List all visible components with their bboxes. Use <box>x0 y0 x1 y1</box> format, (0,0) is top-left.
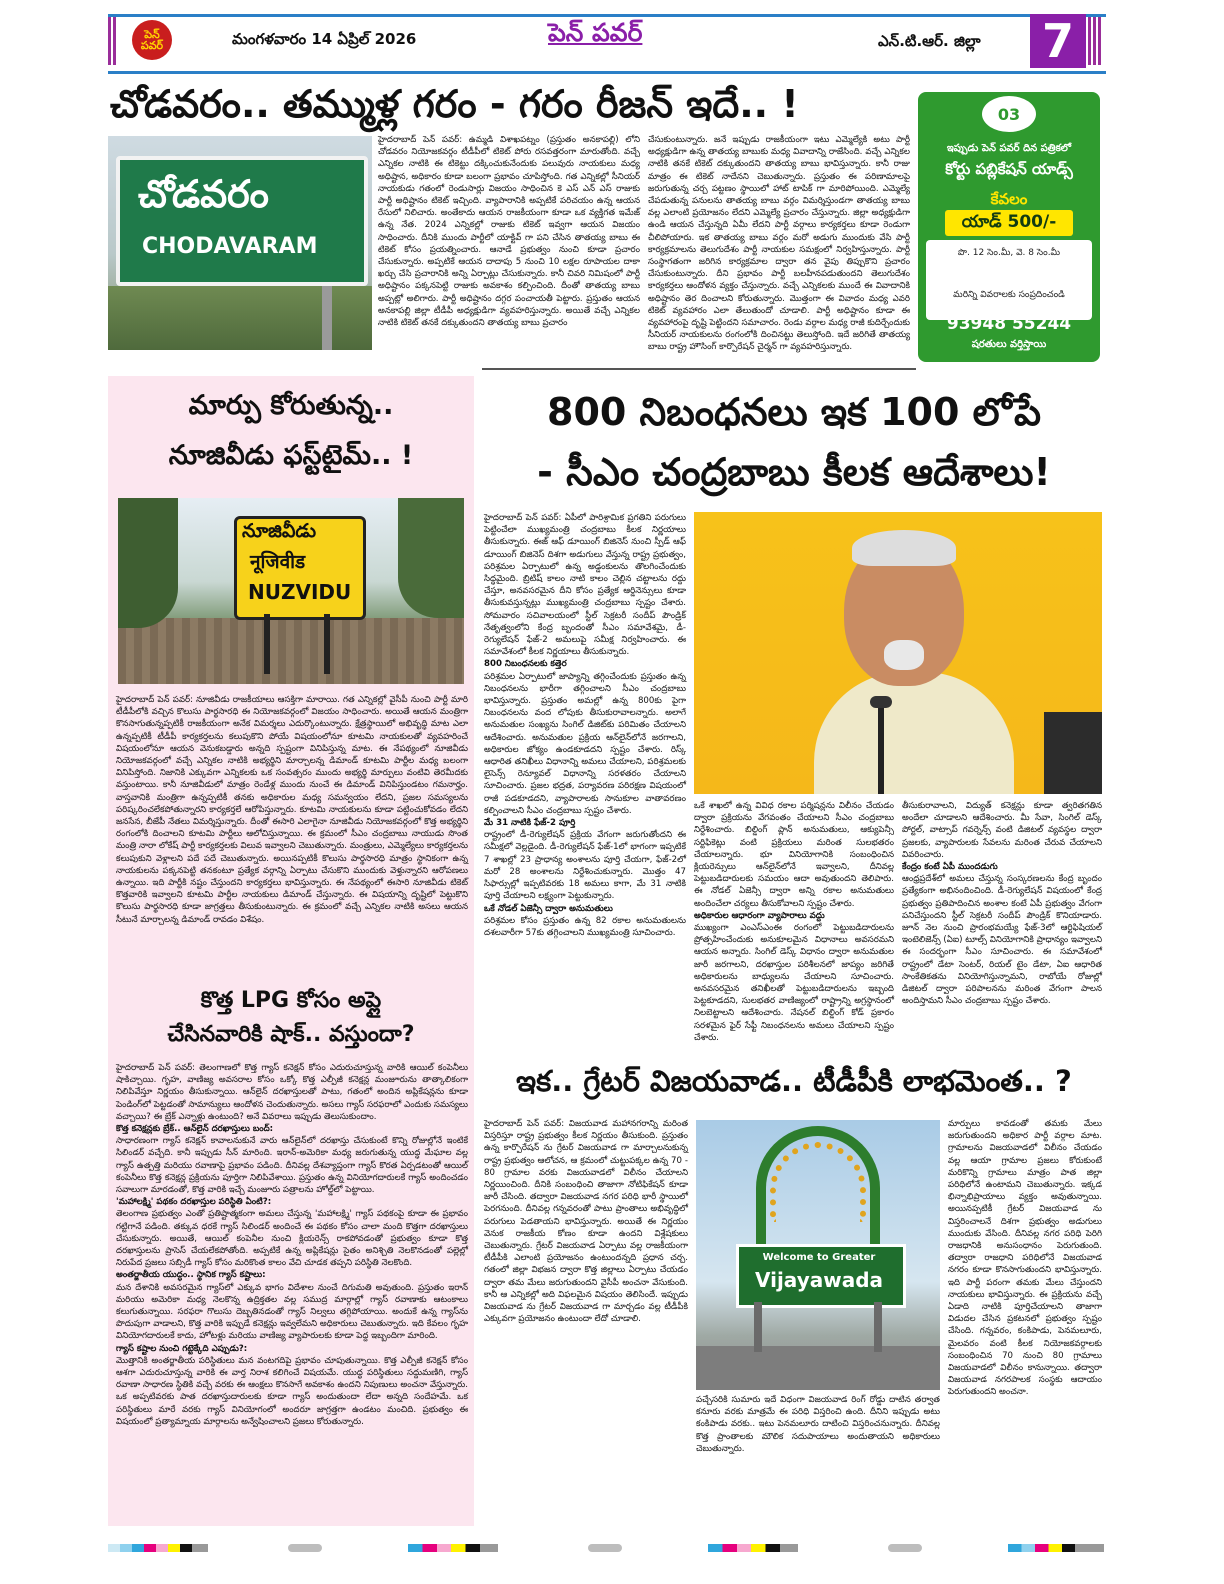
headline-nuzvidu-line1: మార్పు కోరుతున్న.. <box>188 390 394 421</box>
regulations-text-col1 <box>484 512 686 1036</box>
lpg-para1: హైదరాబాద్ పెన్ పవర్: తెలంగాణలో కొత్త గ్యాస్ కనెక్షన్ కోసం ఎదురుచూస్తున్న వారికి ఆయిల్ కంపెనీలు షాకిచ్చాయి. గృహ, వాణిజ్య అవసరాల కోసం ఒక్కో కొత్త ఎల్పీజీ కనెక్షన్ల మంజూరును తాత్కాలికంగా నిలిపివేస్తూ నిర్ణయం తీసుకున్నాయి. ఆన్‌లైన్ దరఖాస్తులతో పాటు, గతంలో అందిన అప్లికేషన్లను కూడా పెండింగ్‌లో పెట్టడంతో సామాన్యులు ఆందోళన చెందుతున్నారు. అసలు గ్యాస్ సరఫరాలో ఎందుకు సమస్యలు వచ్చాయి? ఈ బ్రేక్ ఎన్నాళ్లు ఉంటుంది? అనే వివరాలు ఇప్పుడు తెలుసుకుందాం. <box>116 1063 468 1122</box>
regulations-subhead5: కేంద్రం కంటే ఏపీ ముందడుగు <box>902 862 998 873</box>
vijayawada-text-col2: మార్పులు కావడంతో తమకు మేలు జరుగుతుందని అధికార పార్టీ వర్గాల మాట. గ్రామాలను విజయవాడలో విలీనం చేయడం వల్ల ఆయా గ్రామాల ప్రజలు కోరుకుంటే మరికొన్ని గ్రామాలు మాత్రం పాత జిల్లా పరిధిలోనే ఉంటామని చెబుతున్నారు. ఇక్కడ భిన్నాభిప్రాయాలు వ్యక్తం అవుతున్నాయి. అయినప్పటికీ గ్రేటర్ విజయవాడ ను విస్తరించాలనే దిశగా ప్రభుత్వం అడుగులు ముందుకు వేసింది. దీనివల్ల నగర పరిధి పెరిగి రాజధానికి అనుసంధానం పెరుగుతుంది. తద్వారా రాజధాని పరిధిలోనే విజయవాడ నగరం కూడా కొనసాగుతుందని భావిస్తున్నారు. ఇది పార్టీ పరంగా తమకు మేలు చేస్తుందని నాయకులు భావిస్తున్నారు. ఈ ప్రక్రియను వచ్చే ఏడాది నాటికి పూర్తిచేయాలని తాజాగా విడుదల చేసిన ప్రకటనలో ప్రభుత్వం స్పష్టం చేసింది. గన్నవరం, కంకిపాడు, పెనమలూరు, మైలవరం వంటి కీలక నియోజకవర్గాలకు సంబంధించిన 70 నుంచి 80 గ్రామాలు విజయవాడలో విలీనం కానున్నాయి. తద్వారా విజయవాడ నగరపాలక సంస్థకు ఆదాయం పెరుగుతుందని అంచనా. <box>948 1119 1102 1398</box>
pen-power-logo: పెన్ పవర్ <box>132 20 172 60</box>
headline-regulations-line2: - సీఎం చంద్రబాబు కీలక ఆదేశాలు! <box>537 450 1051 494</box>
lpg-subhead3: అంతర్జాతీయ యుద్ధం.. స్థానిక గ్యాస్ కష్టాలు: <box>116 1270 266 1281</box>
ad-phone: 93948 55244 <box>946 314 1072 334</box>
lpg-article-text <box>116 1062 468 1520</box>
sign-text-english: CHODAVARAM <box>142 234 318 259</box>
ad-number: 03 <box>982 96 1036 132</box>
regulations-para5: ఒకే శాఖలో ఉన్న వివిధ రకాల పర్మిషన్లను విలీనం చేయడం ద్వారా ప్రక్రియను వేగవంతం చేయాలని సీఎం చంద్రబాబు నిర్దేశించారు. బిల్డింగ్ ప్లాన్ అనుమతులు, ఆక్యుపెన్సీ సర్టిఫికెట్లు వంటి ప్రక్రియలు మరింత సులభతరం చేయాలన్నారు. భూ వినియోగానికి సంబంధించిన క్లియరెన్సులు ఆన్‌లైన్‌లోనే ఇవ్వాలని, దీనివల్ల పెట్టుబడిదారులకు సమయం ఆదా అవుతుందని తెలిపారు. ఈ నోడల్ ఏజెన్సీ ద్వారా అన్ని రకాల అనుమతులు అందించేలా చర్యలు తీసుకోవాలని స్పష్టం చేశారు. <box>694 801 894 909</box>
station-sign-hindi: नूजिवीड <box>250 551 306 573</box>
nuzvidu-article-text: హైదరాబాద్ పెన్ పవర్: నూజివీడు రాజకీయాలు ఆసక్తిగా మారాయి. గత ఎన్నికల్లో వైసీపీ నుంచి పార్టీ మారి టీడీపీలోకి వచ్చిన కొలుసు పార్థసారధి ఈ నియోజకవర్గంలో విజయం సాధించారు. అయితే ఆయన మంత్రిగా కొనసాగుతున్నప్పటికీ రాజకీయంగా అనేక విమర్శలు ఎదుర్కొంటున్నారు. క్షేత్రస్థాయిలో అభివృద్ధి మాట ఎలా ఉన్నప్పటికీ టీడీపీ కార్యకర్తలను కలుపుకొని పోయే విషయంలోనూ కూటమి నాయకులతో వ్యవహరించే విషయంలోనూ ఆయన వెనుకబడ్డారు అన్నది స్పష్టంగా వినిపిస్తున్న మాట. ఈ నేపథ్యంలో నూజివీడు నియోజకవర్గంలో వచ్చే ఎన్నికల నాటికి అభ్యర్థిని మార్చాలన్న డిమాండ్ కూటమి పార్టీల మధ్య బలంగా వినిపిస్తోంది. నిజానికి ఎక్కువగా ఎన్నికలకు ఒక సంవత్సరం ముందు అభ్యర్థి మార్పులు వంటివి తెరమీదకు వస్తుంటాయి. కానీ నూజివీడులో మాత్రం రెండేళ్ల ముందు నుంచే ఈ డిమాండ్ వినిపిస్తుండటం గమనార్హం. వాస్తవానికి మంత్రిగా ఉన్నప్పటికీ తనకు అధికారుల మధ్య సమన్వయం లేదని, ప్రజల సమస్యలను పరిష్కరించలేకపోతున్నారని కార్యకర్తలే ఆరోపిస్తున్నారు. కూటమి నాయకులను కూడా పట్టించుకోవడం లేదని జనసేన, బీజేపీ నేతలు విమర్శిస్తున్నారు. దీంతో ఈసారి ఎలాగైనా నూజివీడు నియోజకవర్గంలో కొత్త అభ్యర్థిని రంగంలోకి దించాలని కూటమి పార్టీలు ఆలోచిస్తున్నాయి. ఈ క్రమంలో సీఎం చంద్రబాబు నాయుడు సొంత మంత్రి నారా లోకేష్ పార్టీ కార్యకర్తలకు విలువ ఇవ్వాలని చెబుతున్నారు. మంత్రులు, ఎమ్మెల్యేలు కార్యకర్తలను కలుపుకుని వెళ్లాలని పదే పదే చెబుతున్నారు. అయినప్పటికీ కొలుసు పార్థసారధి మాత్రం స్థానికంగా ఉన్న నాయకులను పక్కనపెట్టి తనకంటూ ప్రత్యేక వర్గాన్ని ఏర్పాటు చేసుకొని ముందుకు వెళ్తున్నారని ఆరోపణలు ఉన్నాయి. ఇది పార్టీకి నష్టం చేస్తుందని కార్యకర్తలు భావిస్తున్నారు. ఈ నేపథ్యంలో ఈసారి నూజివీడు టికెట్ కొత్తవారికి ఇవ్వాలని కూటమి పార్టీల నాయకులు డిమాండ్ చేస్తున్నారు. ఈ విషయాన్ని దృష్టిలో పెట్టుకొని కొలుసు పార్థసారధి కూడా జాగ్రత్తలు తీసుకుంటున్నారు. ఈ క్రమంలో వచ్చే ఎన్నికల నాటికి అసలు ఆయన సీటునే మార్చాలన్న డిమాండ్ రావడం విశేషం. <box>116 695 468 925</box>
nuzvidu-station-photo <box>118 498 464 684</box>
regulations-para7: తీసుకురావాలని, విద్యుత్ కనెక్షన్లు కూడా త్వరితగతిన అందేలా చూడాలని ఆదేశించారు. మీ సేవా, సింగిల్ డెస్క్ పోర్టల్, వాట్సాప్ గవర్నెన్స్ వంటి డిజిటల్ వ్యవస్థల ద్వారా ప్రజలకు, వ్యాపారులకు సేవలను మరింత చేరువ చేయాలని వివరించారు. <box>902 801 1102 860</box>
headline-chodavaram: చోడవరం.. తమ్ముళ్ల గరం - గరం రీజన్ ఇదే.. ! <box>110 82 799 126</box>
ad-line3: కేవలం <box>990 190 1028 208</box>
chodavaram-text-col2: చేసుకుంటున్నారు. జనే ఇప్పుడు రాజకీయంగా ఇటు ఎమ్మెల్యేకి అటు పార్టీ అధ్యక్షుడిగా ఉన్న తాతయ్య బాబుకు మధ్య వివాదాన్ని రాజేసింది. వచ్చే ఎన్నికల నాటికి తనకే టికెట్ దక్కుతుందని తాతయ్య బాబు భావిస్తున్నారు. కానీ రాజు మాత్రం ఈ టికెట్ నాదేనని చెబుతున్నారు. ప్రస్తుతం ఈ పరిణామాలపై జరుగుతున్న చర్చ పట్టణం స్థాయిలో హాట్ టాపిక్ గా మారిపోయింది. ఎమ్మెల్యే చేపడుతున్న పనులను తాతయ్య బాబు వర్గం విమర్శిస్తుండగా తాతయ్య బాబు వల్ల ఎలాంటి ప్రయోజనం లేదని ఎమ్మెల్యే ప్రచారం చేస్తున్నారు. జిల్లా అధ్యక్షుడిగా ఉండి ఆయన చేస్తున్నది ఏమీ లేదని పార్టీ వర్గాలు కార్యకర్తలు కూడా రెండుగా చీలిపోయారు. ఇక తాతయ్య బాబు వర్గం మరో అడుగు ముందుకు వేసి పార్టీ కార్యక్రమాలను తెలుగుదేశం పార్టీ నాయకుల సమక్షంలో నిర్వహిస్తున్నారు. పార్టీ సంస్థాగతంగా జరిగిన కార్యక్రమాల ద్వారా తన వైపు తిప్పుకొని ప్రచారం చేసుకుంటున్నారు. దీని ప్రభావం పార్టీ బలహీనపడుతుందని తెలుగుదేశం కార్యకర్తలు ఆందోళన వ్యక్తం చేస్తున్నారు. వచ్చే ఎన్నికలకు ముందే ఈ వివాదానికి అధిష్టానం తెర దించాలని కోరుతున్నారు. మొత్తంగా ఈ వివాదం మధ్య ఎవరి టికెట్ వ్యవహారం ఎలా తేలుతుందో చూడాలి. పార్టీ అధిష్టానం కూడా ఈ వ్యవహారంపై దృష్టి పెట్టిందని సమాచారం. రెండు వర్గాల మధ్య రాజీ కుదిర్చేందుకు సీనియర్ నాయకులను రంగంలోకి దించినట్టు తెలుస్తోంది. ఇదే జరిగితే తాతయ్య బాబు రాష్ట్ర హౌసింగ్ కార్పొరేషన్ చైర్మన్ గా వ్యవహరిస్తున్నారు. <box>648 135 910 353</box>
arch-sign-line1: Welcome to Greater <box>762 1252 876 1263</box>
chodavaram-text-col1: హైదరాబాద్ పెన్ పవర్: ఉమ్మడి విశాఖపట్నం (ప్రస్తుతం అనకాపల్లి) లోని చోడవరం నియోజకవర్గం టీడీపీలో టికెట్ పోరు రసవత్తరంగా మారుతోంది. వచ్చే ఎన్నికల నాటికి ఈ టికెట్టు దక్కించుకునేందుకు పలువురు నాయకులు మధ్య అధిష్టాన, అధికారం కూడా బలంగా ప్రభావం చూపిస్తోంది. గత ఎన్నికల్లో సీనియర్ నాయకుడు గతంలో రెండుసార్లు విజయం సాధించిన కె ఎస్ ఎన్ ఎస్ రాజుకు పార్టీ అధిష్టానం టికెట్ ఇచ్చింది. వ్యాపారానికి అప్పటికే పరిచయం ఉన్న ఆయన రేసులో నిలిచారు. అంతేకాదు ఆయన రాజకీయంగా కూడా ఒక వ్యక్తిగత ఇమేజ్ ఉన్న నేత. 2024 ఎన్నికల్లో రాజుకు టికెట్ ఇవ్వగా ఆయన విజయం సాధించారు. దీనికి ముందు పార్టీలో యాక్టివ్ గా పని చేసిన తాతయ్య బాబు ఈ టికెట్ కోసం ప్రయత్నించారు. ఆనాడే ప్రభుత్వం నుంచి కూడా ప్రచారం చేసుకున్నారు. అప్పటికే ఆయన దాదాపు 5 నుంచి 10 లక్షల రూపాయల దాకా ఖర్చు చేసి ప్రచారానికి అన్ని ఏర్పాట్లు చేసుకున్నారు. కానీ చివరి నిమిషంలో పార్టీ అధిష్టానం పక్కనపెట్టి రాజుకు అవకాశం కల్పించింది. దీంతో తాతయ్య బాబు అప్పట్లో అలిగారు. పార్టీ అధిష్టానం దగ్గర పంచాయతీ పెట్టారు. ప్రస్తుతం ఆయన అనకాపల్లి జిల్లా టీడీపీ అధ్యక్షుడిగా వ్యవహరిస్తున్నారు. అయితే వచ్చే ఎన్నికల నాటికి టికెట్ తనకే దక్కుతుందని తాతయ్య బాబు ప్రచారం <box>378 135 640 329</box>
regulations-subhead2: మే 31 నాటికి ఫేజ్-2 పూర్తి <box>484 818 576 829</box>
ad-size: పొ. 12 సెం.మీ, వె. 8 సెం.మీ <box>957 248 1061 258</box>
sign-text-telugu: చోడవరం <box>138 172 269 216</box>
print-register-mark-3 <box>888 1544 922 1552</box>
regulations-para6: ముఖ్యంగా ఎంఎస్ఎంఈ రంగంలో పెట్టుబడిదారులను ప్రోత్సహించేందుకు అనుకూలమైన విధానాలు అవసరమని ఆయన అన్నారు. సింగిల్ డెస్క్ విధానం ద్వారా అనుమతుల జారీ జరగాలని, దరఖాస్తుల పరిశీలనలో జాప్యం జరిగితే అధికారులను బాధ్యులను చేయాలని సూచించారు. అనవసరమైన తనిఖీలతో పెట్టుబడిదారులను ఇబ్బంది పెట్టకూడదని, సులభతర వాణిజ్యంలో రాష్ట్రాన్ని అగ్రస్థానంలో నిలబెట్టాలని ఆదేశించారు. నేషనల్ బిల్డింగ్ కోడ్ ప్రకారం సరళమైన ఫైర్ సేఫ్టీ నిబంధనలను అమలు చేయాలని స్పష్టం చేశారు. <box>694 923 894 1043</box>
headline-nuzvidu-line2: నూజివీడు ఫస్ట్‌టైమ్.. ! <box>168 440 414 471</box>
section-divider <box>482 368 916 370</box>
regulations-para8: ఆంధ్రప్రదేశ్‌లో అమలు చేస్తున్న సంస్కరణలను కేంద్ర బృందం ప్రత్యేకంగా అభినందించింది. డీ-రెగ్యులేషన్ విషయంలో కేంద్ర ప్రభుత్వం ప్రతిపాదించిన అంశాల కంటే ఏపీ ప్రభుత్వం వేగంగా పనిచేస్తుందని స్టీల్ సెక్రటరీ సందీప్ పౌండ్రిక్ కొనియాడారు. జూన్ నెల నుంచి ప్రారంభమయ్యే ఫేజ్-3లో ఆర్టిఫిషియల్ ఇంటెలిజెన్స్ (ఏఐ) టూల్స్ వినియోగానికి ప్రాధాన్యం ఇవ్వాలని ఈ సందర్భంగా సీఎం సూచించారు. ఈ సమావేశంలో రాష్ట్రంలో డేటా సెంటర్, రియల్ టైం డేటా, ఏఐ ఆధారిత సాంకేతికతను వినియోగిస్తున్నామని, రాబోయే రోజుల్లో డిజిటల్ ద్వారా పరిపాలనను మరింత వేగంగా పాలన అందిస్తామని సీఎం చంద్రబాబు స్పష్టం చేశారు. <box>902 874 1102 1007</box>
ad-line1: ఇప్పుడు పెన్ పవర్ దిన పత్రికలో <box>946 143 1072 154</box>
regulations-para1: హైదరాబాద్ పెన్ పవర్: ఏపీలో పారిశ్రామిక ప్రగతిని పరుగులు పెట్టించేలా ముఖ్యమంత్రి చంద్రబాబు కీలక నిర్ణయాలు తీసుకున్నారు. ఈజ్ ఆఫ్ డూయింగ్ బిజినెస్ నుంచి స్పీడ్ ఆఫ్ డూయింగ్ బిజినెస్ దిశగా అడుగులు వేస్తున్న రాష్ట్ర ప్రభుత్వం, పరిశ్రమల ఏర్పాటులో ఉన్న అడ్డంకులను తొలగించేందుకు సిద్ధమైంది. బ్రిటిష్ కాలం నాటి కాలం చెల్లిన చట్టాలను రద్దు చేస్తూ, అనవసరమైన దీని కోసం ప్రత్యేక ఆర్డినెన్సులు కూడా తీసుకువస్తున్నట్లు ముఖ్యమంత్రి చంద్రబాబు స్పష్టం చేశారు. సోమవారం సచివాలయంలో స్టీల్ సెక్రటరీ సందీప్ పౌండ్రిక్ నేతృత్వంలోని కేంద్ర బృందంతో సీఎం సమావేశమై, డీ-రెగ్యులేషన్ ఫేజ్-2 అమలుపై సమీక్ష నిర్వహించారు. ఈ సమావేశంలో కీలక నిర్ణయాలు తీసుకున్నారు. <box>484 513 686 658</box>
regulations-para2: పరిశ్రమల ఏర్పాటులో జాప్యాన్ని తగ్గించేందుకు ప్రస్తుతం ఉన్న నిబంధనలను భారీగా తగ్గించాలని సీఎం చంద్రబాబు భావిస్తున్నారు. ప్రస్తుతం అమల్లో ఉన్న 800కు పైగా నిబంధనలను వంద లోపుకు తీసుకురావాలన్నారు. అలాగే అనుమతుల సంఖ్యను సింగిల్ డిజిట్‌కు పరిమితం చేయాలని ఆదేశించారు. అనుమతుల ప్రక్రియ ఆన్‌లైన్‌లోనే జరగాలని, అధికారుల జోక్యం ఉండకూడదని స్పష్టం చేశారు. రిస్క్ ఆధారిత తనిఖీలు విధానాన్ని అమలు చేయాలని, పరిశ్రమలకు లైసెన్స్ రెన్యూవల్ విధానాన్ని సరళతరం చేయాలని సూచించారు. ప్రజల భద్రత, పర్యావరణ పరిరక్షణ విషయంలో రాజీ పడకూడదని, వ్యాపారాలకు సానుకూల వాతావరణం కల్పించాలని సీఎం చంద్రబాబు స్పష్టం చేశారు. <box>484 671 686 816</box>
ad-contact-note: మరిన్ని వివరాలకు సంప్రదించండి <box>953 290 1065 300</box>
regulations-subhead4: అధికారుల ఆధారంగా వ్యాపారాలు వద్దు <box>694 910 825 921</box>
regulations-para4: పరిశ్రమల కోసం ప్రస్తుతం ఉన్న 82 రకాల అనుమతులను దశలవారీగా 57కు తగ్గించాలని ముఖ్యమంత్రి సూచించారు. <box>484 915 686 938</box>
station-sign-english: NUZVIDU <box>248 580 352 604</box>
masthead-stripe-left <box>108 17 118 65</box>
vijayawada-text-col1: హైదరాబాద్ పెన్ పవర్: విజయవాడ మహానగరాన్ని మరింత విస్తరిస్తూ రాష్ట్ర ప్రభుత్వం కీలక నిర్ణయం తీసుకుంది. ప్రస్తుతం ఉన్న కార్పొరేషన్ ను గ్రేటర్ విజయవాడ గా మార్చాలనుకున్న రాష్ట్ర ప్రభుత్వం ఆలోచన, ఆ క్రమంలో చుట్టుపక్కల ఉన్న 70 - 80 గ్రామాల వరకు విజయవాడలో విలీనం చేయాలని నిర్ణయించింది. దీనికి సంబంధించి తాజాగా నోటిఫికేషన్ కూడా జారీ చేసింది. తద్వారా విజయవాడ నగర పరిధి భారీ స్థాయిలో పెరగనుంది. దీనివల్ల గన్నవరంతో పాటు ప్రాంతాలు అభివృద్ధిలో పరుగులు పెడతాయని భావిస్తున్నారు. అయితే ఈ నిర్ణయం వెనుక రాజకీయ కోణం కూడా ఉందని విశ్లేషకులు చెబుతున్నారు. గ్రేటర్ విజయవాడ ఏర్పాటు వల్ల రాజకీయంగా టీడీపీకి ఎలాంటి ప్రయోజనం ఉంటుందన్నది ప్రధాన చర్చ. గతంలో జిల్లా విభజన ద్వారా కొత్త జిల్లాలు ఏర్పాటు చేయడం ద్వారా తమ మేలు జరుగుతుందని వైసీపీ అంచనా వేసుకుంది. కానీ ఆ ఎన్నికల్లో అది విఫలమైన విషయం తెలిసిందే. ఇప్పుడు విజయవాడ ను గ్రేటర్ విజయవాడ గా మార్చడం వల్ల టీడీపీకి ఎక్కువగా ప్రయోజనం ఉంటుందా లేదో చూడాలి. <box>484 1119 688 1325</box>
regulations-text-col3 <box>902 800 1102 1036</box>
ad-terms: షరతులు వర్తిస్తాయి <box>971 339 1047 350</box>
regulations-para3: రాష్ట్రంలో డీ-రెగ్యులేషన్ ప్రక్రియ వేగంగా జరుగుతోందని ఈ సమీక్షలో వెల్లడైంది. డీ-రెగ్యులేషన్ ఫేజ్-1లో భాగంగా ఇప్పటికే 7 శాఖల్లో 23 ప్రాధాన్య అంశాలను పూర్తి చేయగా, ఫేజ్-2లో మరో 28 అంశాలను నిర్దేశించుకున్నారు. మొత్తం 47 సిఫార్సుల్లో ఇప్పటివరకు 18 అమలు కాగా, మే 31 నాటికి పూర్తి చేయాలని లక్ష్యంగా పెట్టుకున్నారు. <box>484 830 686 902</box>
headline-greater-vijayawada: ఇక.. గ్రేటర్ విజయవాడ.. టీడీపీకి లాభమెంత.. ? <box>516 1064 1072 1098</box>
regulations-text-col2 <box>694 800 894 1043</box>
lpg-para2: సాధారణంగా గ్యాస్ కనెక్షన్ కావాలనుకునే వారు ఆన్‌లైన్‌లో దరఖాస్తు చేసుకుంటే కొన్ని రోజుల్లోనే ఇంటికే సిలిండర్ వచ్చేది. కానీ ఇప్పుడు సీన్ మారింది. ఇరాన్-అమెరికా మధ్య జరుగుతున్న యుద్ధ మేఘాల వల్ల గ్యాస్ ఉత్పత్తి మరియు రవాణాపై ప్రభావం పడింది. దీనివల్ల దేశవ్యాప్తంగా గ్యాస్ కొరత ఏర్పడటంతో ఆయిల్ కంపెనీలు కొత్త కనెక్షన్ల ప్రక్రియను పూర్తిగా నిలిపివేశాయి. ప్రస్తుతం ఉన్న వినియోగదారులకే గ్యాస్ అందించడం సవాలుగా మారడంతో, కొత్త వారికి ఇచ్చే మంజూరు పత్రాలను హోల్డ్‌లో పెట్టాయి. <box>116 1136 468 1196</box>
lpg-subhead2: 'మహాలక్ష్మి' పథకం దరఖాస్తుల పరిస్థితి ఏంటి?: <box>116 1197 272 1208</box>
headline-lpg-line2: చేసినవారికి షాక్.. వస్తుందా? <box>167 1022 415 1047</box>
print-colour-bar-4 <box>1008 1544 1104 1552</box>
regulations-subhead3: ఒకే నోడల్ ఏజెన్సీ ద్వారా అనుమతులు <box>484 903 613 914</box>
ad-price: యాడ్ 500/- <box>961 212 1057 232</box>
print-colour-bar-2 <box>408 1544 498 1552</box>
page-number: 7 <box>1030 14 1086 68</box>
headline-regulations-line1: 800 నిబంధనలు ఇక 100 లోపే <box>547 390 1041 434</box>
lpg-para5: మొత్తానికి అంతర్జాతీయ పరిస్థితులు మన వంటగదిపై ప్రభావం చూపుతున్నాయి. కొత్త ఎల్పీజీ కనెక్షన్ కోసం ఆశగా ఎదురుచూస్తున్న వారికి ఈ వార్త నిరాశ కలిగించే విషయమే. యుద్ధ పరిస్థితులు సద్దుమణిగి, గ్యాస్ రవాణా సాధారణ స్థితికి వచ్చే వరకు ఈ ఆంక్షలు కొనసాగే అవకాశం ఉందని నిపుణులు అంచనా వేస్తున్నారు. ఒక అప్పటివరకు పాత దరఖాస్తుదారులకు కూడా గ్యాస్ అందుతుందా లేదా అన్నది సందేహమే. ఒక పరిస్థితులు మారే వరకు గ్యాస్ వినియోగంలో అందరూ జాగ్రత్తగా ఉండటం మంచిది. ప్రభుత్వం ఈ విషయంలో ప్రత్యామ్నాయ మార్గాలను అన్వేషించాలని ప్రజలు కోరుతున్నారు. <box>116 1355 468 1427</box>
ad-line2: కోర్టు పబ్లికేషన్ యాడ్స్ <box>945 160 1073 178</box>
lpg-subhead1: కొత్త కనెక్షన్లకు బ్రేక్.. ఆన్‌లైన్ దరఖాస్తులు బంద్: <box>116 1124 274 1135</box>
lpg-para4: మన దేశానికి అవసరమైన గ్యాస్‌లో ఎక్కువ భాగం విదేశాల నుంచే దిగుమతి అవుతుంది. ప్రస్తుతం ఇరాన్ మరియు అమెరికా మధ్య నెలకొన్న ఉద్రిక్తతల వల్ల సముద్ర మార్గాల్లో గ్యాస్ రవాణాకు ఆటంకాలు కలుగుతున్నాయి. సరఫరా గొలుసు దెబ్బతినడంతో గ్యాస్ నిల్వలు తగ్గిపోయాయి. అందుకే ఉన్న గ్యాస్‌ను పొదుపుగా వాడాలని, కొత్త వారికి ఇప్పుడే కనెక్షన్లు ఇవ్వలేమని అధికారులు చెబుతున్నారు. ఇది కేవలం గృహ వినియోగదారులకే కాదు, హోటళ్లు మరియు వాణిజ్య వ్యాపారులకు కూడా పెద్ద ఇబ్బందిగా మారింది. <box>116 1282 468 1342</box>
print-colour-bar-3 <box>708 1544 798 1552</box>
arch-sign-line2: Vijayawada <box>754 1268 884 1292</box>
chandrababu-photo <box>694 512 1102 794</box>
headline-lpg-line1: కొత్త LPG కోసం అప్లై <box>200 988 382 1013</box>
newspaper-title: పెన్ పవర్ <box>548 18 643 47</box>
issue-date: మంగళవారం 14 ఏప్రిల్ 2026 <box>232 30 417 48</box>
print-colour-bar-1 <box>108 1544 208 1552</box>
lpg-subhead4: గ్యాస్ కష్టాల నుంచి గట్టెక్కేది ఎప్పుడు?: <box>116 1343 248 1354</box>
lpg-para3: తెలంగాణ ప్రభుత్వం ఎంతో ప్రతిష్టాత్మకంగా అమలు చేస్తున్న 'మహాలక్ష్మి' గ్యాస్ పథకంపై కూడా ఈ ప్రభావం గట్టిగానే పడింది. తక్కువ ధరకే గ్యాస్ సిలిండర్ అందించే ఈ పథకం కోసం చాలా మంది కొత్తగా దరఖాస్తులు చేసుకున్నారు. అయితే, ఆయిల్ కంపెనీల నుంచి క్లియరెన్స్ రాకపోవడంతో ప్రభుత్వం కూడా కొత్త దరఖాస్తులను ప్రాసెస్ చేయలేకపోతోంది. అప్పటికే ఉన్న అప్లికేషన్లు సైతం అనిశ్చితి నెలకొనడంతో పల్లెల్లో నిరుపేద ప్రజలు సబ్సిడీ గ్యాస్ కోసం మరికొంత కాలం వేచి చూడక తప్పని పరిస్థితి నెలకొంది. <box>116 1209 468 1269</box>
district-label: ఎన్.టి.ఆర్. జిల్లా <box>878 32 981 50</box>
vijayawada-photo-caption-text: పచ్చేసరికి సుమారు ఇదే విధంగా విజయవాడ రింగ్ రోడ్డు దాటిన తర్వాత కనూరు వరకు మాత్రమే ఈ పరిధి విస్తరించి ఉంది. దీనిని ఇప్పుడు అటు కంకిపాడు వరకు.. ఇటు పెనమలూరు దాటించి విస్తరించనున్నారు. దీనివల్ల కొత్త ప్రాంతాలకు మౌలిక సదుపాయాలు అందుతాయని అధికారులు చెబుతున్నారు. <box>696 1395 940 1454</box>
chodavaram-sign-photo <box>108 136 372 350</box>
print-register-mark-2 <box>588 1544 622 1552</box>
greater-vijayawada-arch-photo <box>696 1120 940 1390</box>
regulations-subhead1: 800 నిబంధనలకు కత్తెర <box>484 659 567 670</box>
print-register-mark-1 <box>288 1544 322 1552</box>
masthead-stripe-right <box>1088 17 1102 65</box>
station-sign-telugu: నూజివీడు <box>242 520 317 542</box>
